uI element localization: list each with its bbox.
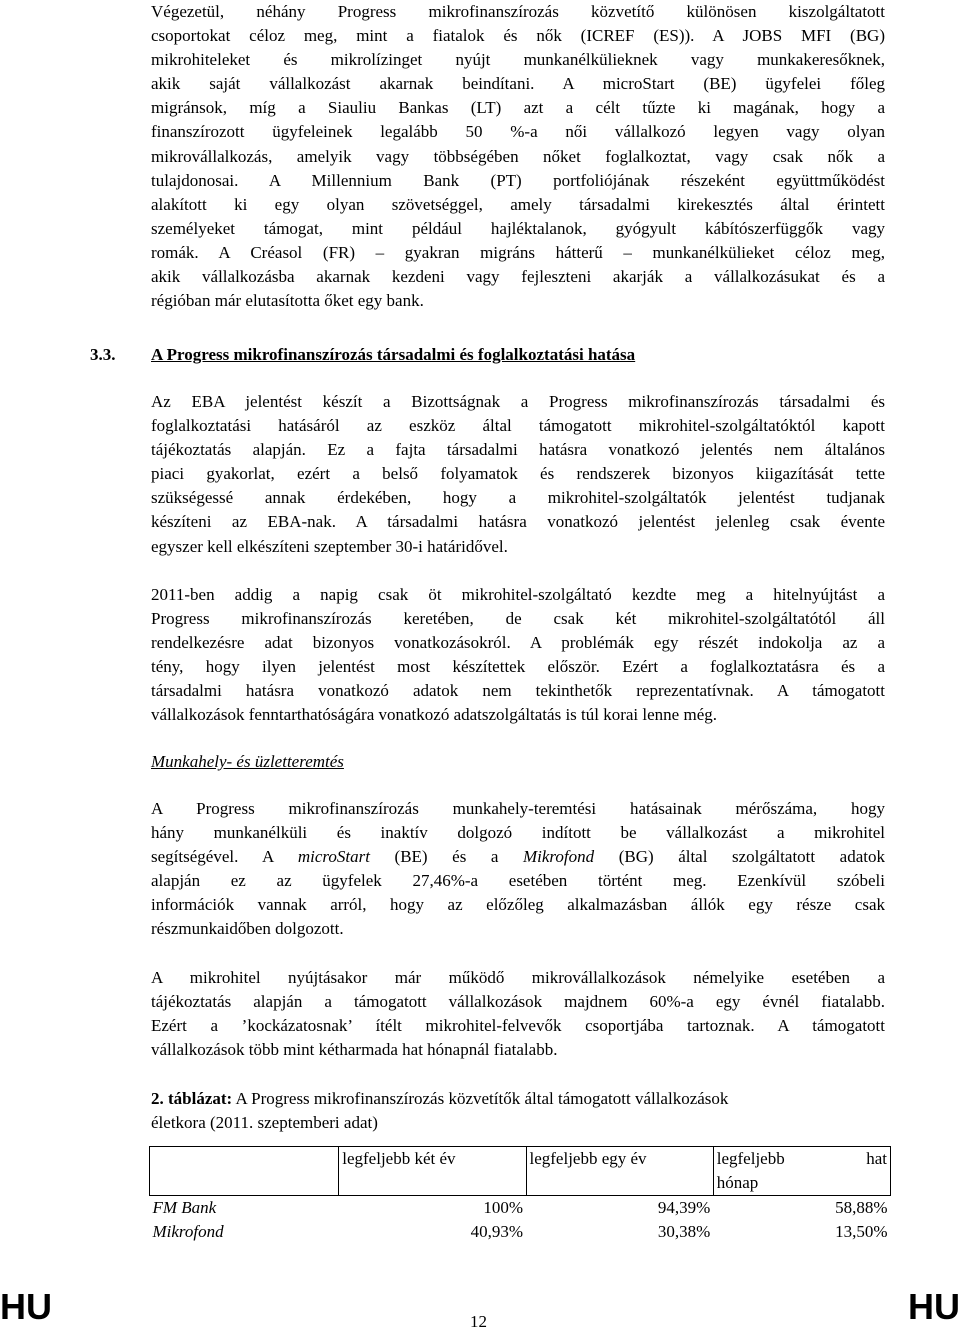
text-line: piaci gyakorlat, ezért a belső folyamatok és rendszerek bizonyos kiigazítását tette xyxy=(151,464,885,484)
caption-text-line2: életkora (2011. szeptemberi adat) xyxy=(151,1113,378,1133)
paragraph-job-creation xyxy=(151,797,885,942)
table-cell: 58,88% xyxy=(835,1198,888,1217)
caption-label: 2. táblázat: xyxy=(151,1089,233,1108)
text-line: alakított ki egy olyan szövetséggel, amely társadalmi kirekesztés által érintett xyxy=(151,194,885,214)
text-fragment: segítségével. A xyxy=(151,847,298,867)
text-line: Ezért a ’kockázatosnak’ ítélt mikrohitel-felvevők csoportjába tartoznak. A támogatott xyxy=(151,1016,885,1036)
italic-name: Mikrofond xyxy=(522,847,595,867)
section-title: A Progress mikrofinanszírozás társadalmi és foglalkoztatási hatása xyxy=(151,345,636,364)
text-fragment: (BG) által szolgáltatott adatok xyxy=(594,847,885,867)
text-line: 2011-ben addig a napig csak öt mikrohitel-szolgáltató kezdte meg a hitelnyújtást a xyxy=(151,585,885,604)
header-word: hat xyxy=(866,1149,887,1168)
text-line: A mikrohitel nyújtásakor már működő mikrovállalkozások némelyike esetében a xyxy=(151,968,885,987)
header-word: legfeljebb xyxy=(716,1149,785,1168)
text-line: migránsok, míg a Siauliu Bankas (LT) azt a célt tűzte ki magának, hogy a xyxy=(151,98,885,118)
paragraph-intro xyxy=(151,0,885,313)
text-fragment: (BE) és a xyxy=(369,847,523,867)
table-cell: 94,39% xyxy=(657,1198,711,1217)
data-table xyxy=(149,1146,891,1244)
text-line: szükségessé annak érdekében, hogy a mikrohitel-szolgáltatók jelentést tudjanak xyxy=(151,488,885,508)
table-header-cell xyxy=(713,1147,890,1196)
section-number: 3.3. xyxy=(90,345,116,364)
paragraph-2011-data xyxy=(151,583,885,728)
text-line: vállalkozások fenntarthatóságára vonatkozó adatszolgáltatás is túl korai lenne még. xyxy=(151,705,717,725)
table-header-row xyxy=(150,1147,891,1196)
subheading: Munkahely- és üzletteremtés xyxy=(151,752,344,771)
text-line: tájékoztatás alapján. Ez a fajta társadalmi hatásra vonatkozó jelentés nem általános xyxy=(151,440,885,460)
footer-language-left: HU xyxy=(0,1286,52,1327)
text-line: készíteni az EBA-nak. A társadalmi hatásra vonatkozó jelentést jelenleg csak évente xyxy=(151,512,885,532)
table-cell: 30,38% xyxy=(657,1222,711,1241)
text-line: csoportokat céloz meg, mint a fiatalok és nők (ICREF (ES)). A JOBS MFI (BG) xyxy=(151,26,885,46)
table-cell: 100% xyxy=(483,1198,523,1217)
table-header-cell: legfeljebb két év xyxy=(339,1147,526,1196)
text-line: romák. A Créasol (FR) – gyakran migráns hátterű – munkanélkülieket céloz meg, xyxy=(151,242,885,262)
row-label: FM Bank xyxy=(152,1198,217,1217)
text-line: rendelkezésre adat bizonyos vonatkozásokról. A problémák egy részét indokolja az a xyxy=(151,633,885,653)
page-number: 12 xyxy=(470,1312,487,1331)
text-line: A Progress mikrofinanszírozás munkahely-teremtési hatásainak mérőszáma, hogy xyxy=(151,799,885,818)
text-line: személyeket támogat, mint például hajléktalanok, gyógyult kábítószerfüggők vagy xyxy=(151,218,885,238)
text-line xyxy=(151,845,885,869)
text-line: finanszírozott ügyfeleinek legalább 50 %-a női vállalkozó legyen vagy olyan xyxy=(151,122,885,142)
text-line: akik saját vállalkozást akarnak beindítani. A microStart (BE) ügyfelei főleg xyxy=(151,74,885,94)
text-line: tájékoztatás alapján a támogatott vállalkozások majdnem 60%-a egy évnél fiatalabb. xyxy=(151,992,885,1012)
table-caption xyxy=(151,1087,885,1135)
text-line: tulajdonosai. A Millennium Bank (PT) portfoliójának részeként együttműködést xyxy=(151,170,885,190)
italic-name: microStart xyxy=(297,847,370,867)
header-word: hónap xyxy=(716,1173,759,1192)
table-row xyxy=(150,1196,891,1221)
text-line: mikrohiteleket és mikrolízinget nyújt munkanélkülieknek vagy munkakeresőknek, xyxy=(151,50,885,70)
text-line: hány munkanélküli és inaktív dolgozó indított be vállalkozást a mikrohitel xyxy=(151,823,885,843)
table-cell: 40,93% xyxy=(470,1222,523,1241)
paragraph-existing-enterprises xyxy=(151,966,885,1062)
table-row xyxy=(150,1220,891,1244)
paragraph-eba-report xyxy=(151,390,885,559)
text-line: mikrovállalkozás, amelyik vagy többségében nőket foglalkoztat, vagy csak nők a xyxy=(151,146,885,166)
text-line: régióban már elutasította őket egy bank. xyxy=(151,291,424,311)
text-line: egyszer kell elkészíteni szeptember 30-i határidővel. xyxy=(151,536,508,556)
text-line: társadalmi hatásra vonatkozó adatok nem tekinthetők reprezentatívnak. A támogatott xyxy=(151,681,885,701)
table-cell: 13,50% xyxy=(835,1222,888,1241)
caption-text: A Progress mikrofinanszírozás közvetítők által támogatott vállalkozások xyxy=(232,1089,729,1108)
text-line: vállalkozások több mint kétharmada hat hónapnál fiatalabb. xyxy=(151,1040,558,1060)
text-line: alapján ez az ügyfelek 27,46%-a esetében történt meg. Ezenkívül szóbeli xyxy=(151,871,885,891)
text-line: foglalkoztatási hatásáról az eszköz által támogatott mikrohitel-szolgáltatóktól kapott xyxy=(151,416,885,436)
text-line: Az EBA jelentést készít a Bizottságnak a Progress mikrofinanszírozás társadalmi és xyxy=(151,392,885,411)
text-line: tény, hogy ilyen jelentést most készítettek először. Ezért a foglalkoztatásra és a xyxy=(151,657,885,677)
text-line: Progress mikrofinanszírozás keretében, de csak két mikrohitel-szolgáltatótól áll xyxy=(151,609,885,629)
table-header-cell: legfeljebb egy év xyxy=(526,1147,713,1196)
text-line: akik vállalkozásba akarnak kezdeni vagy fejleszteni akarják a vállalkozásukat és a xyxy=(151,267,885,287)
text-line: Végezetül, néhány Progress mikrofinanszírozás közvetítő különösen kiszolgáltatott xyxy=(151,2,885,21)
footer-language-right: HU xyxy=(908,1286,960,1327)
text-line: részmunkaidőben dolgozott. xyxy=(151,919,344,939)
row-label: Mikrofond xyxy=(152,1222,224,1241)
text-line: információk vannak arról, hogy az előzőleg alkalmazásban állók egy része csak xyxy=(151,895,885,915)
table-header-empty xyxy=(150,1147,339,1196)
